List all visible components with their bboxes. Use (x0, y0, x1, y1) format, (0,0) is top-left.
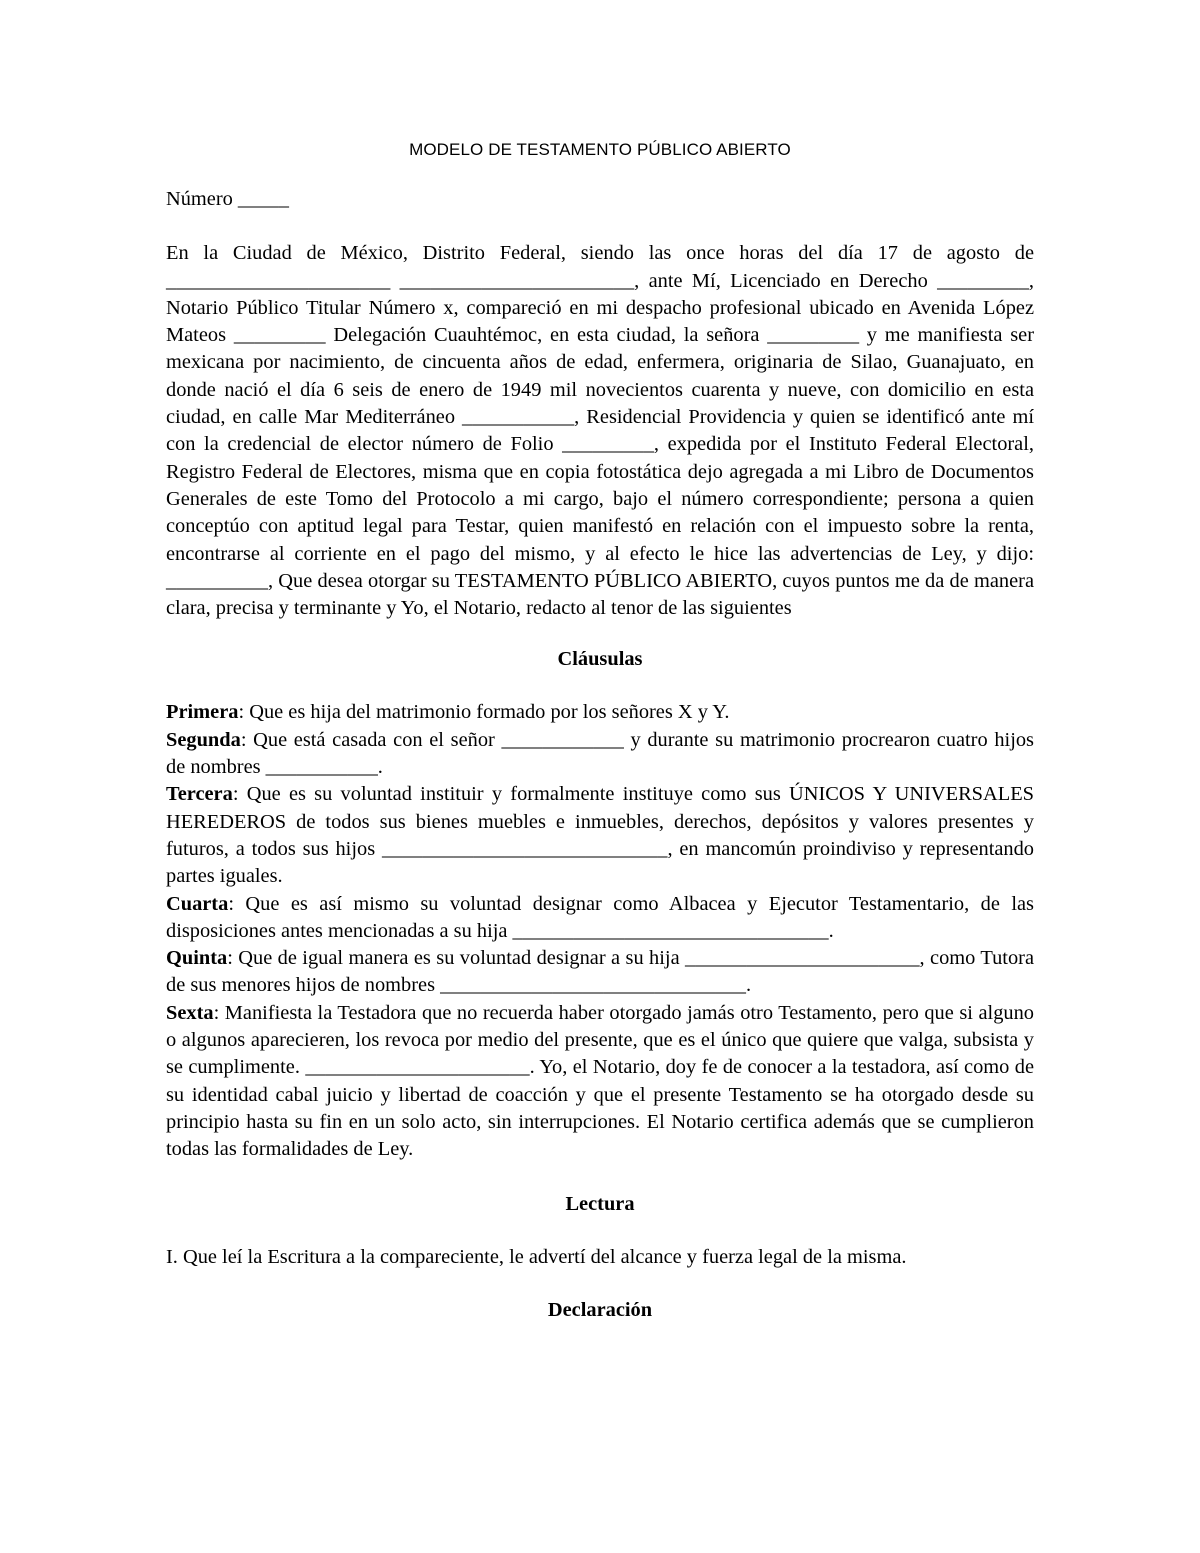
clause-label: Segunda (166, 728, 241, 751)
clause-tercera (166, 781, 1034, 890)
clausulas-heading: Cláusulas (557, 648, 643, 671)
intro-paragraph: En la Ciudad de México, Distrito Federal, siendo las once horas del día 17 de agosto de ______________________ _______________________, ante Mí, Licenciado en Derecho _________, Notario Público Titular Número x, compareció en mi despacho profesional ubicado en Avenida López Mateos _________ Delegación Cuauhtémoc, en esta ciudad, la señora _________ y me manifiesta ser mexicana por nacimiento, de cincuenta años de edad, enfermera, originaria de Silao, Guanajuato, en donde nació el día 6 seis de enero de 1949 mil novecientos cuarenta y nueve, con domicilio en esta ciudad, en calle Mar Mediterráneo ___________, Residencial Providencia y quien se identificó ante mí con la credencial de elector número de Folio _________, expedida por el Instituto Federal Electoral, Registro Federal de Electores, misma que en copia fotostática dejo agregada a mi Libro de Documentos Generales de este Tomo del Protocolo a mi cargo, bajo el número correspondiente; persona a quien conceptúo con aptitud legal para Testar, quien manifestó en relación con el impuesto sobre la renta, encontrarse al corriente en el pago del mismo, y al efecto le hice las advertencias de Ley, y dijo: __________, Que desea otorgar su TESTAMENTO PÚBLICO ABIERTO, cuyos puntos me da de manera clara, precisa y terminante y Yo, el Notario, redacto al tenor de las siguientes (166, 242, 1034, 620)
lectura-heading: Lectura (565, 1192, 635, 1215)
clause-primera (166, 699, 1034, 726)
clause-segunda (166, 727, 1034, 782)
clause-label: Primera (166, 701, 239, 724)
clause-text: : Manifiesta la Testadora que no recuerda haber otorgado jamás otro Testamento, pero que si alguno o algunos aparecieren, los revoca por medio del presente, que es el único que quiere que valga, subsista y se cumplimente. ______________________. Yo, el Notario, doy fe de conocer a la testadora, así como de su identidad cabal juicio y libertad de coacción y que el presente Testamento se ha otorgado desde su principio hasta su fin en un solo acto, sin interrupciones. El Notario certifica además que se cumplieron todas las formalidades de Ley. (166, 1001, 1034, 1161)
clause-text: : Que de igual manera es su voluntad designar a su hija _______________________, como Tutora de sus menores hijos de nombres ______________________________. (166, 947, 1034, 997)
clause-quinta (166, 945, 1034, 1000)
clauses-list (166, 699, 1034, 1163)
clause-cuarta (166, 891, 1034, 946)
declaracion-heading: Declaración (547, 1298, 653, 1321)
clause-text: : Que está casada con el señor ____________ y durante su matrimonio procrearon cuatro hijos de nombres ___________. (166, 728, 1034, 779)
document-title: MODELO DE TESTAMENTO PÚBLICO ABIERTO (409, 140, 791, 159)
document-page (166, 140, 1034, 1322)
clause-label: Cuarta (166, 892, 229, 915)
clause-text: : Que es hija del matrimonio formado por los señores X y Y. (238, 701, 730, 724)
numero-line: Número _____ (166, 188, 289, 210)
clause-label: Quinta (166, 947, 228, 970)
clause-label: Sexta (166, 1001, 214, 1024)
lectura-paragraph: I. Que leí la Escritura a la compareciente, le advertí del alcance y fuerza legal de la misma. (166, 1245, 907, 1268)
clause-text: : Que es su voluntad instituir y formalmente instituye como sus ÚNICOS Y UNIVERSALES HEREDEROS de todos sus bienes muebles e inmuebles, derechos, depósitos y valores presentes y futuros, a todos sus hijos ____________________________, en mancomún proindiviso y representando partes iguales. (166, 783, 1034, 888)
clause-text: : Que es así mismo su voluntad designar como Albacea y Ejecutor Testamentario, de las disposiciones antes mencionadas a su hija _______________________________. (166, 892, 1034, 942)
clause-sexta (166, 1000, 1034, 1164)
clause-label: Tercera (166, 783, 233, 806)
